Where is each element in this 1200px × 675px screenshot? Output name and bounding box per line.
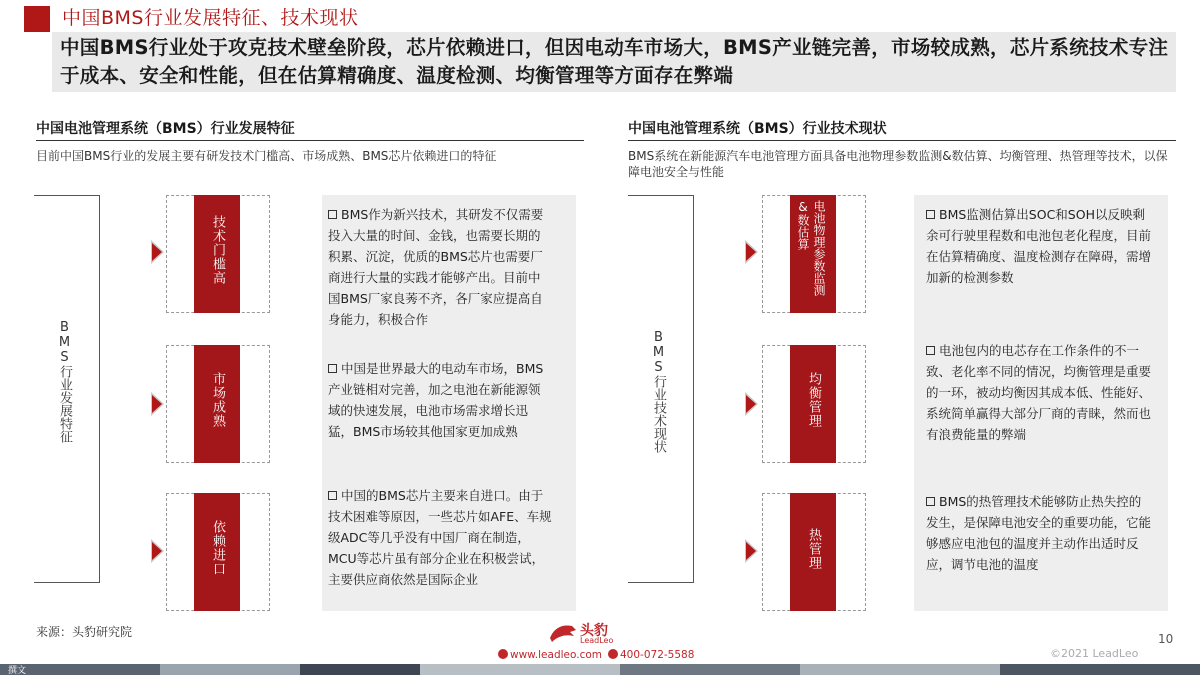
bottom-strip-label: 撰文 <box>8 666 27 675</box>
left-item-1-label: 技术门槛高 <box>210 215 225 285</box>
bottom-image-strip <box>0 664 1200 675</box>
checkbox-bullet-icon <box>328 210 337 219</box>
right-description: BMS系统在新能源汽车电池管理方面具备电池物理参数监测&数估算、均衡管理、热管理等技术，以保障电池安全与性能 <box>628 149 1168 179</box>
left-item-3-label: 依赖进口 <box>210 520 225 576</box>
checkbox-bullet-icon <box>926 210 935 219</box>
page-title: 中国BMS行业发展特征、技术现状 <box>62 7 359 29</box>
right-item-3-label: 热管理 <box>806 528 821 570</box>
logo-text-cn: 头豹 <box>580 623 608 639</box>
right-bracket-label: BMS行业技术现状 <box>651 330 666 453</box>
right-item-1-text: BMS监测估算出SOC和SOH以反映剩余可行驶里程数和电池包老化程度，目前在估算精确度、温度检测存在障碍，需增加新的检测参数 <box>926 207 1152 285</box>
left-item-2-label: 市场成熟 <box>210 372 225 428</box>
globe-icon <box>498 649 508 659</box>
arrow-right-icon <box>152 243 162 261</box>
checkbox-bullet-icon <box>328 491 337 500</box>
leadleo-logo <box>548 620 628 646</box>
arrow-right-icon <box>152 395 162 413</box>
left-description: 目前中国BMS行业的发展主要有研发技术门槛高、市场成熟、BMS芯片依赖进口的特征 <box>36 149 497 163</box>
right-item-2-text: 电池包内的电芯存在工作条件的不一致、老化率不同的情况，均衡管理是重要的一环，被动均衡因其成本低、性能好、系统简单赢得大部分厂商的青睐，然而也有浪费能量的弊端 <box>926 343 1152 442</box>
phone-number: 400-072-5588 <box>620 649 695 661</box>
arrow-right-icon <box>152 542 162 560</box>
right-heading-rule <box>628 140 1176 141</box>
logo-text-en: LeadLeo <box>580 636 614 645</box>
right-heading: 中国电池管理系统（BMS）行业技术现状 <box>628 121 887 137</box>
copyright: ©2021 LeadLeo <box>1050 647 1139 660</box>
leopard-logo-icon <box>548 620 578 644</box>
website-link[interactable]: www.leadleo.com <box>510 649 602 661</box>
title-bar <box>0 0 1200 94</box>
left-bracket-label: BMS行业发展特征 <box>57 320 72 443</box>
right-item-1-label: 电池物理参数监测&数估算 <box>796 200 826 296</box>
arrow-right-icon <box>746 542 756 560</box>
right-item-2-label: 均衡管理 <box>806 372 821 428</box>
checkbox-bullet-icon <box>328 364 337 373</box>
right-item-3-text: BMS的热管理技术能够防止热失控的发生，是保障电池安全的重要功能，它能够感应电池包的温度并主动作出适时反应，调节电池的温度 <box>926 494 1152 572</box>
left-item-1-text: BMS作为新兴技术，其研发不仅需要投入大量的时间、金钱，也需要长期的积累、沉淀，优质的BMS芯片也需要厂商进行大量的实践才能够产出。目前中国BMS厂家良莠不齐，各厂家应提高自身能力，积极合作 <box>328 207 544 327</box>
phone-icon <box>608 649 618 659</box>
page-subtitle: 中国BMS行业处于攻克技术壁垒阶段，芯片依赖进口，但因电动车市场大，BMS产业链完善，市场较成熟，芯片系统技术专注于成本、安全和性能，但在估算精确度、温度检测、均衡管理等方面存在弊端 <box>60 36 1169 87</box>
left-item-3-text: 中国的BMS芯片主要来自进口。由于技术困难等原因，一些芯片如AFE、车规级ADC等几乎没有中国厂商在制造，MCU等芯片虽有部分企业在积极尝试，主要供应商依然是国际企业 <box>328 488 552 587</box>
source-note: 来源：头豹研究院 <box>36 625 133 639</box>
title-marker-icon <box>24 6 50 32</box>
left-item-2-text: 中国是世界最大的电动车市场，BMS产业链相对完善，加之电池在新能源领域的快速发展，电池市场需求增长迅猛，BMS市场较其他国家更加成熟 <box>328 361 544 439</box>
left-heading: 中国电池管理系统（BMS）行业发展特征 <box>36 121 295 137</box>
checkbox-bullet-icon <box>926 346 935 355</box>
arrow-right-icon <box>746 395 756 413</box>
checkbox-bullet-icon <box>926 497 935 506</box>
left-heading-rule <box>36 140 584 141</box>
arrow-right-icon <box>746 243 756 261</box>
page-number: 10 <box>1158 632 1174 646</box>
